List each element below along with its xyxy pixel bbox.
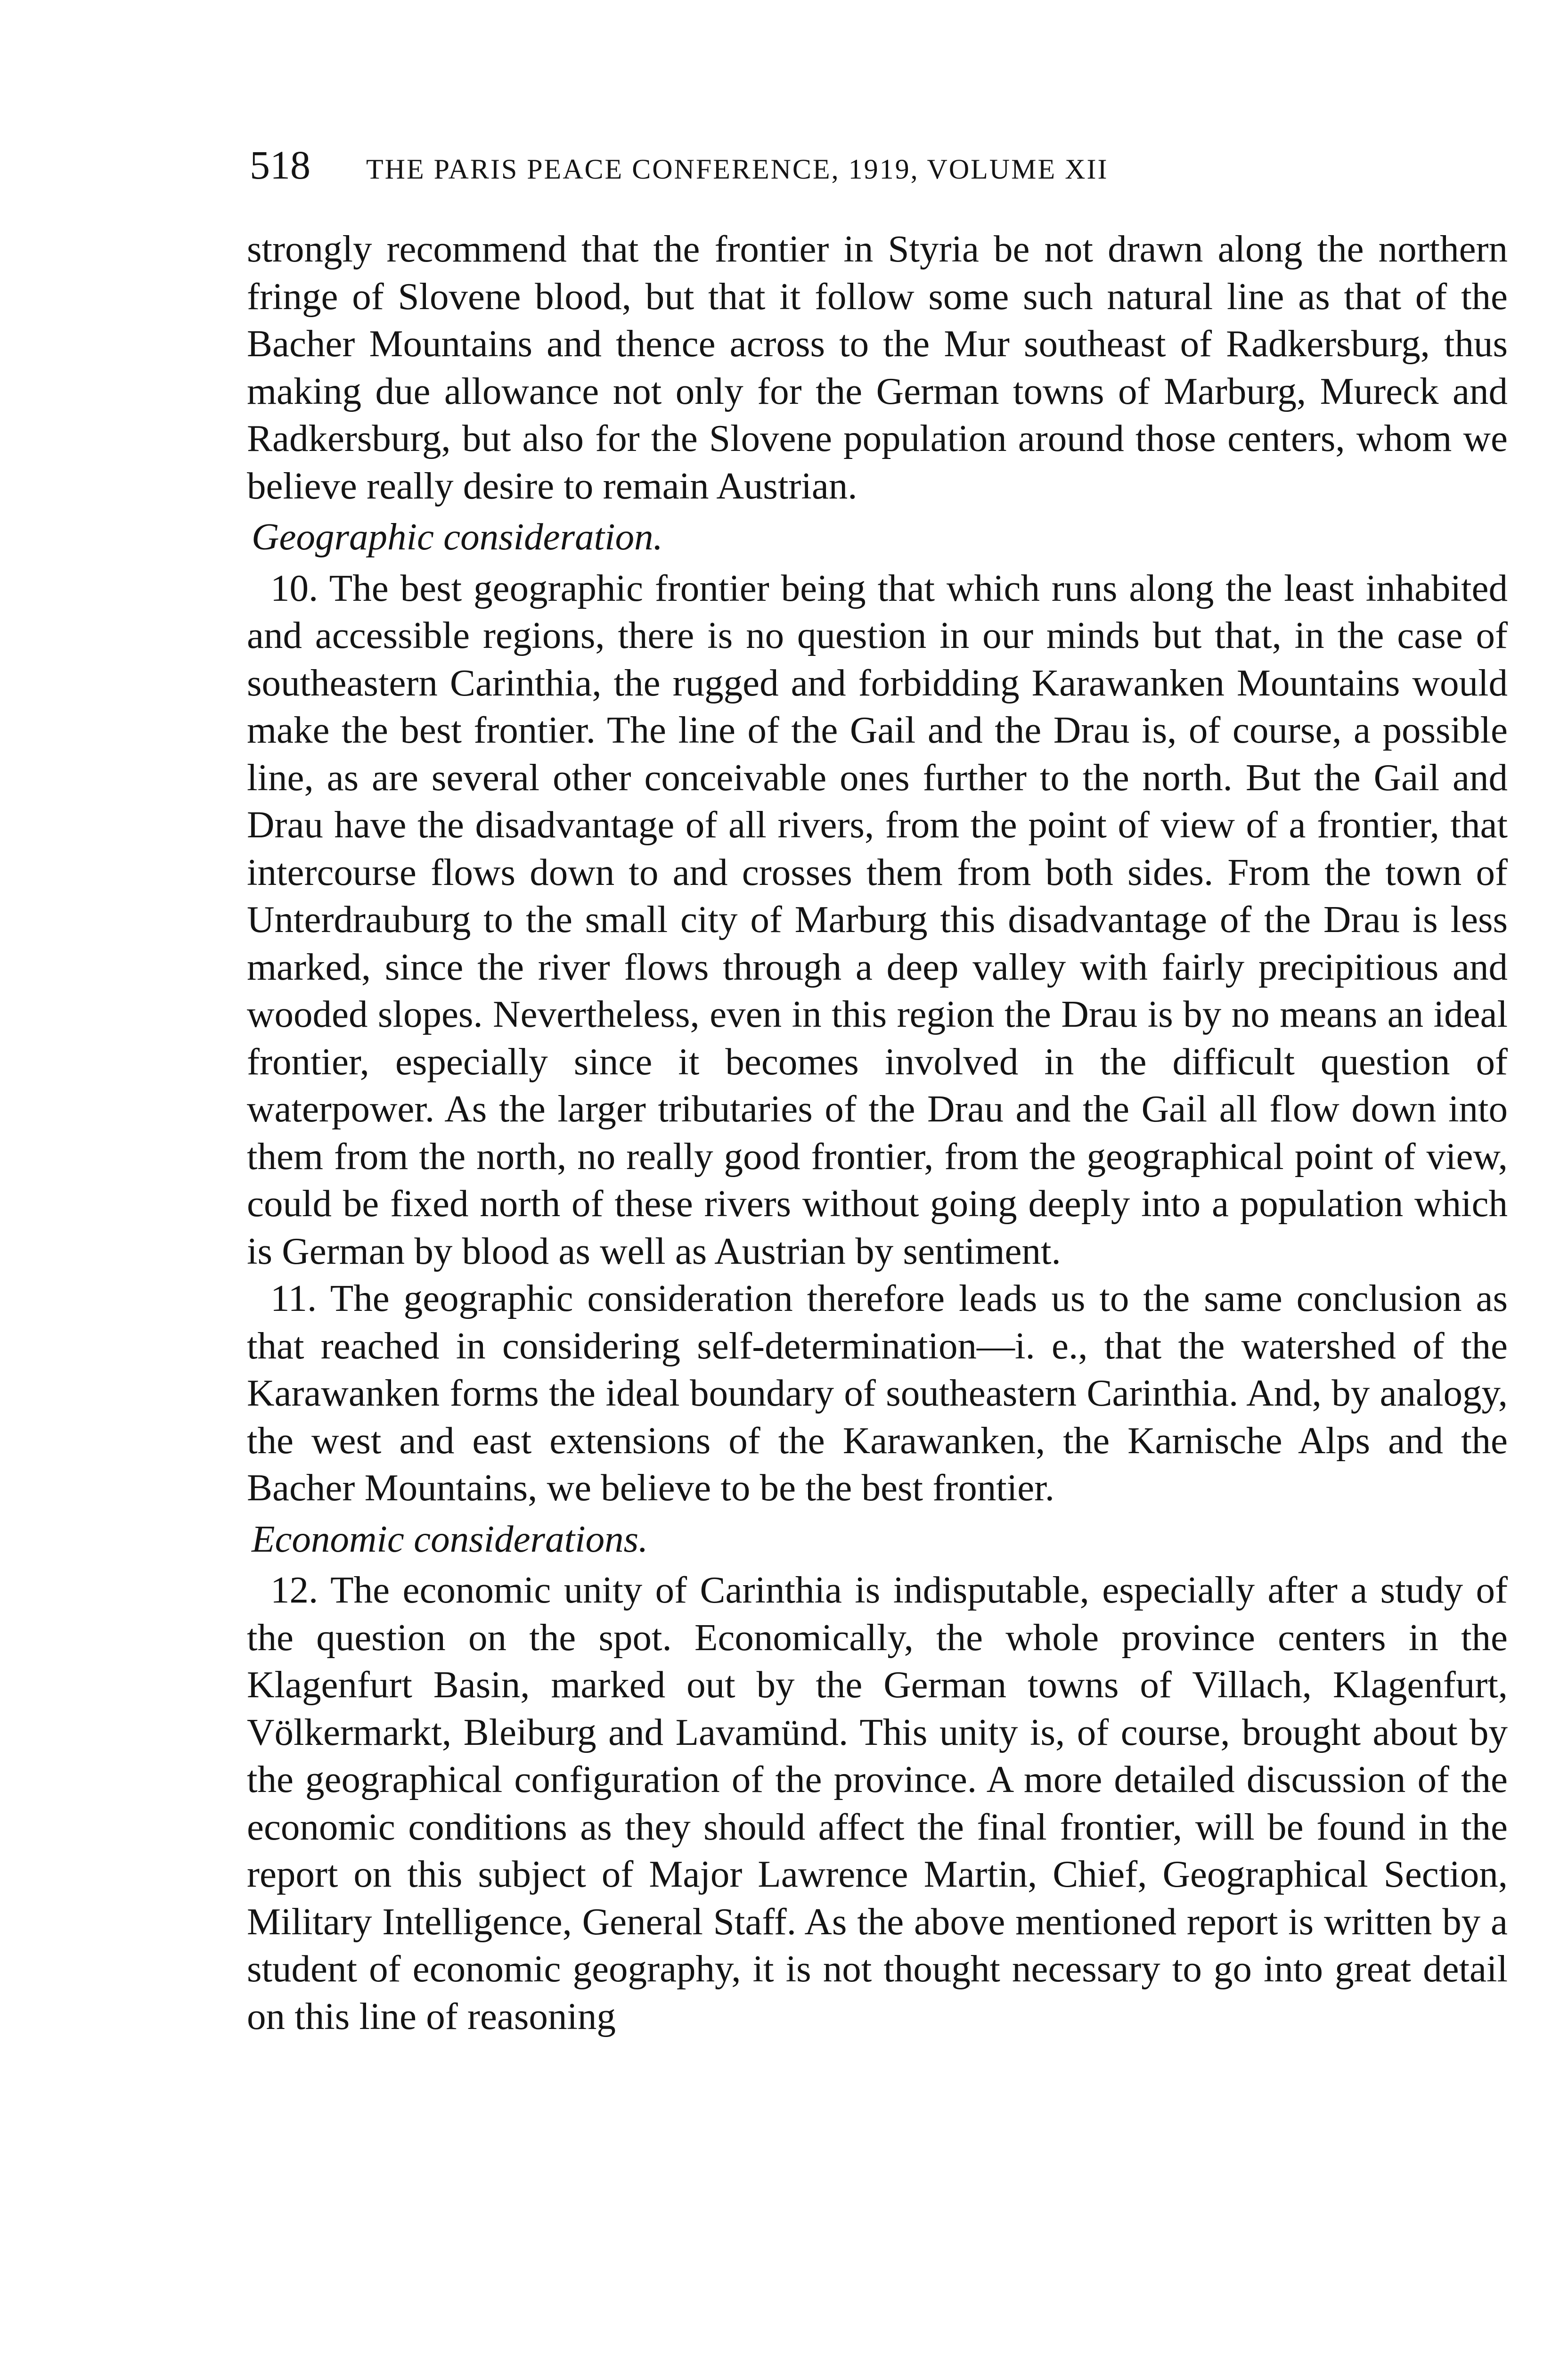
paragraph-10: 10. The best geographic frontier being that which runs along the least inhabited and accessible regions, there is no question in our minds but that, in the case of southeastern Carinthia, the rugged and forbidding Karawanken Mountains would make the best frontier. The line of the Gail and the Drau is, of course, a possible line, as are several other conceivable ones further to the north. But the Gail and Drau have the disadvantage of all rivers, from the point of view of a frontier, that intercourse flows down to and crosses them from both sides. From the town of Unterdrauburg to the small city of Marburg this disadvantage of the Drau is less marked, since the river flows through a deep valley with fairly precipitious and wooded slopes. Nevertheless, even in this region the Drau is by no means an ideal frontier, especially since it becomes involved in the difficult question of waterpower. As the larger tributaries of the Drau and the Gail all flow down into them from the north, no really good frontier, from the geographical point of view, could be fixed north of these rivers without going deeply into a population which is German by blood as well as Austrian by sentiment. bbox=[247, 566, 1508, 1272]
page-number: 518 bbox=[250, 142, 310, 188]
body-text bbox=[247, 225, 1508, 2040]
section-heading-geographic: Geographic consideration. bbox=[252, 515, 663, 558]
paragraph-11: 11. The geographic consideration therefore leads us to the same conclusion as that reached in considering self-determination—i. e., that the watershed of the Karawanken forms the ideal boundary of southeastern Carinthia. And, by analogy, the west and east extensions of the Karawanken, the Karnische Alps and the Bacher Mountains, we believe to be the best frontier. bbox=[247, 1277, 1508, 1509]
running-header bbox=[236, 141, 1508, 198]
continuation-paragraph: strongly recommend that the frontier in Styria be not drawn along the northern fringe of Slovene blood, but that it follow some such natural line as that of the Bacher Mountains and thence across to the Mur southeast of Radkersburg, thus making due allowance not only for the German towns of Marburg, Mureck and Radkersburg, but also for the Slovene population around those centers, whom we believe really desire to remain Austrian. bbox=[247, 228, 1508, 507]
section-heading-economic: Economic considerations. bbox=[252, 1517, 648, 1560]
running-title: THE PARIS PEACE CONFERENCE, 1919, VOLUME XII bbox=[366, 154, 1109, 185]
paragraph-12: 12. The economic unity of Carinthia is indisputable, especially after a study of the question on the spot. Economically, the whole province centers in the Klagenfurt Basin, marked out by the German towns of Villach, Klagenfurt, Völkermarkt, Bleiburg and Lavamünd. This unity is, of course, brought about by the geographical configuration of the province. A more detailed discussion of the economic conditions as they should affect the final frontier, will be found in the report on this subject of Major Lawrence Martin, Chief, Geographical Section, Military Intelligence, General Staff. As the above mentioned report is written by a student of economic geography, it is not thought necessary to go into great detail on this line of reasoning bbox=[247, 1569, 1508, 2037]
document-page bbox=[236, 141, 1508, 2356]
